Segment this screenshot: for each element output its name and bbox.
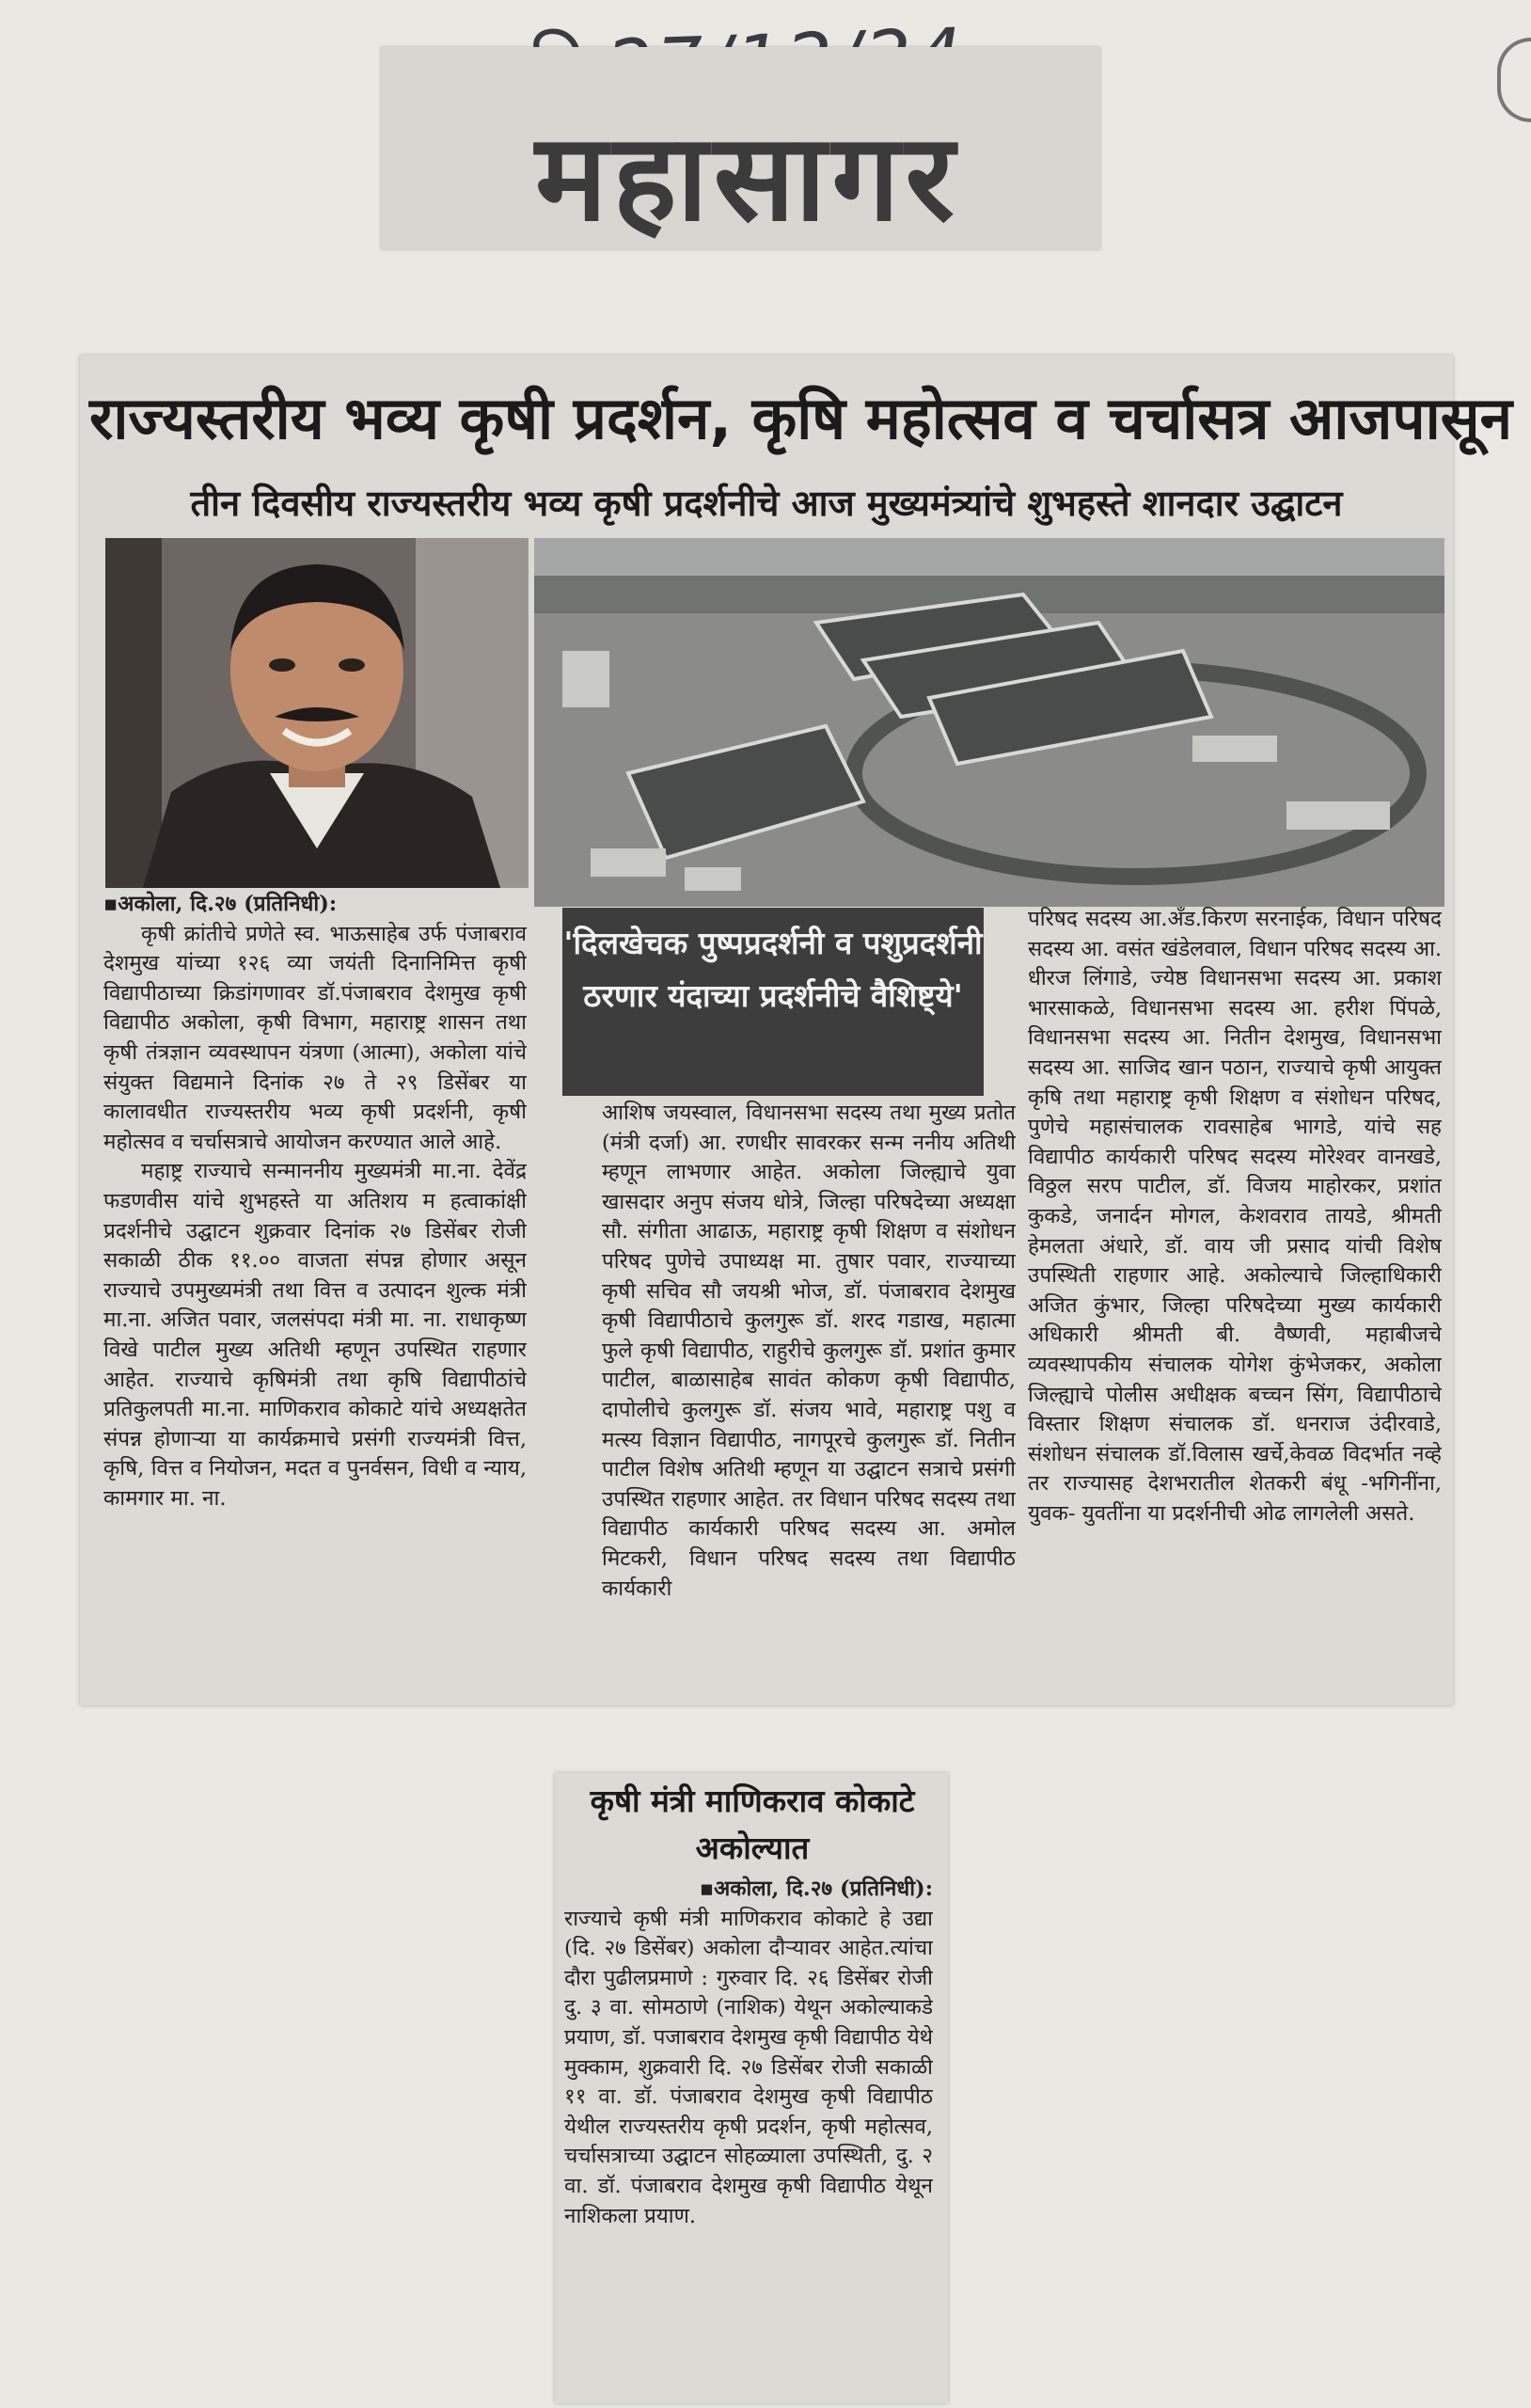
aerial-exhibition-photo	[534, 538, 1444, 907]
article-column-1	[103, 890, 527, 1685]
column-2-text: आशिष जयस्वाल, विधानसभा सदस्य तथा मुख्य प्रतोत (मंत्री दर्जा) आ. रणधीर सावरकर सन्म ननीय अतिथी म्हणून लाभणार आहेत. अकोला जिल्ह्याचे युवा खासदार अनुप संजय धोत्रे, जिल्हा परिषदेच्या अध्यक्षा सौ. संगीता आढाऊ, महाराष्ट्र कृषी शिक्षण व संशोधन परिषद पुणेचे उपाध्यक्ष मा. तुषार पवार, राज्याच्या कृषी सचिव सौ जयश्री भोज, डॉ. पंजाबराव देशमुख कृषी विद्यापीठाचे कुलगुरू डॉ. शरद गडाख, महात्मा फुले कृषी विद्यापीठ, राहुरीचे कुलगुरू डॉ. प्रशांत कुमार पाटील, बाळासाहेब सावंत कोकण कृषी विद्यापीठ, दापोलीचे कुलगुरू डॉ. संजय भावे, महाराष्ट्र पशु व मत्स्य विज्ञान विद्यापीठ, नागपूरचे कुलगुरू डॉ. नितीन पाटील विशेष अतिथी म्हणून या उद्घाटन सत्राचे प्रसंगी उपस्थित राहणार आहेत. तर विधान परिषद सदस्य तथा विद्यापीठ कार्यकारी परिषद सदस्य आ. अमोल मिटकरी, विधान परिषद सदस्य तथा विद्यापीठ कार्यकारी	[602, 1101, 1016, 1601]
portrait-photo	[105, 538, 529, 888]
newspaper-masthead: महासागर	[535, 108, 960, 248]
main-subheadline: तीन दिवसीय राज्यस्तरीय भव्य कृषी प्रदर्शनीचे आज मुख्यमंत्र्यांचे शुभहस्ते शानदार उद्घाटन	[190, 483, 1343, 524]
side-body-text: राज्याचे कृषी मंत्री माणिकराव कोकाटे हे उद्या (दि. २७ डिसेंबर) अकोला दौऱ्यावर आहेत.त्यांचा दौरा पुढीलप्रमाणे : गुरुवार दि. २६ डिसेंबर रोजी दु. ३ वा. सोमठाणे (नाशिक) येथून अकोल्याकडे प्रयाण, डॉ. पजाबराव देशमुख कृषी विद्यापीठ येथे मुक्काम, शुक्रवारी दि. २७ डिसेंबर रोजी सकाळी ११ वा. डॉ. पंजाबराव देशमुख कृषी विद्यापीठ येथील राज्यस्तरीय कृषी प्रदर्शन, कृषी महोत्सव, चर्चासत्राच्या उद्घाटन सोहळ्याला उपस्थिती, दु. २ वा. डॉ. पंजाबराव देशमुख कृषी विद्यापीठ येथून नाशिकला प्रयाण.	[564, 1906, 933, 2228]
portrait-illustration	[105, 538, 529, 888]
side-headline: कृषी मंत्री माणिकराव कोकाटे अकोल्यात	[590, 1782, 915, 1866]
column-1-paragraph-1: कृषी क्रांतीचे प्रणेते स्व. भाऊसाहेब उर्फ पंजाबराव देशमुख यांच्या १२६ व्या जयंती दिनानिमित्त कृषी विद्यापीठाच्या क्रिडांगणावर डॉ.पंजाबराव देशमुख कृषी विद्यापीठ अकोला, कृषी विभाग, महाराष्ट्र शासन तथा कृषी तंत्रज्ञान व्यवस्थापन यंत्रणा (आत्मा), अकोला यांचे संयुक्त विद्यमाने दिनांक २७ ते २९ डिसेंबर या कालावधीत राज्यस्तरीय भव्य कृषी प्रदर्शनी, कृषी महोत्सव व चर्चासत्राचे आयोजन करण्यात आले आहे.	[103, 921, 527, 1154]
pull-quote-box: 'दिलखेचक पुष्पप्रदर्शनी व पशुप्रदर्शनी ठरणार यंदाच्या प्रदर्शनीचे वैशिष्ट्ये'	[562, 908, 984, 1096]
main-dateline: ▪अकोला, दि.२७ (प्रतिनिधी):	[103, 892, 338, 916]
aerial-illustration	[534, 538, 1444, 907]
article-column-2	[602, 1099, 1016, 1687]
column-3-text: परिषद सदस्य आ.अँड.किरण सरनाईक, विधान परिषद सदस्य आ. वसंत खंडेलवाल, विधान परिषद सदस्य आ. धीरज लिंगाडे, ज्येष्ठ विधानसभा सदस्य आ. प्रकाश भारसाकळे, विधानसभा सदस्य आ. हरीश पिंपळे, विधानसभा सदस्य आ. नितीन देशमुख, विधानसभा सदस्य आ. साजिद खान पठान, राज्याचे कृषी आयुक्त कृषि तथा महाराष्ट्र कृषी शिक्षण व संशोधन परिषद, पुणेचे महासंचालक रावसाहेब भागडे, यांचे सह विद्यापीठ कार्यकारी परिषद सदस्य मोरेश्वर वानखडे, विठ्ठल सरप पाटील, डॉ. विजय माहोरकर, प्रशांत कुकडे, जनार्दन मोगल, केशवराव तायडे, श्रीमती हेमलता अंधारे, डॉ. वाय जी प्रसाद यांची विशेष उपस्थिती राहणार आहे. अकोल्याचे जिल्हाधिकारी अजित कुंभार, जिल्हा परिषदेच्या मुख्य कार्यकारी अधिकारी श्रीमती बी. वैष्णवी, महाबीजचे व्यवस्थापकीय संचालक योगेश कुंभेजकर, अकोला जिल्ह्याचे पोलीस अधीक्षक बच्चन सिंग, विद्यापीठाचे विस्तार शिक्षण संचालक डॉ. धनराज उंदीरवाडे, संशोधन संचालक डॉ.विलास खर्चे,केवळ विदर्भात नव्हे तर राज्यासह देशभरातील शेतकरी बंधू -भगिनींना, युवक- युवतींना या प्रदर्शनीची ओढ लागलेली असते.	[1028, 907, 1442, 1526]
article-column-3	[1028, 905, 1442, 1695]
side-dateline: ▪अकोला, दि.२७ (प्रतिनिधी):	[699, 1877, 933, 1901]
side-article-body	[564, 1875, 933, 2397]
main-headline: राज्यस्तरीय भव्य कृषी प्रदर्शन, कृषि महोत्सव व चर्चासत्र आजपासून	[89, 384, 1512, 452]
column-1-paragraph-2: महाष्ट्र राज्याचे सन्माननीय मुख्यमंत्री मा.ना. देवेंद्र फडणवीस यांचे शुभहस्ते या अतिशय म हत्वाकांक्षी प्रदर्शनीचे उद्घाटन शुक्रवार दिनांक २७ डिसेंबर रोजी सकाळी ठीक ११.०० वाजता संपन्न होणार असून राज्याचे उपमुख्यमंत्री तथा वित्त व उत्पादन शुल्क मंत्री मा.ना. अजित पवार, जलसंपदा मंत्री मा. ना. राधाकृष्ण विखे पाटील मुख्य अतिथी म्हणून उपस्थित राहणार आहेत. राज्याचे कृषिमंत्री तथा कृषि विद्यापीठांचे प्रतिकुलपती मा.ना. माणिकराव कोकाटे यांचे अध्यक्षतेत संपन्न होणाऱ्या या कार्यक्रमाचे प्रसंगी राज्यमंत्री वित्त, कृषि, वित्त व नियोजन, मदत व पुनर्वसन, विधी व न्याय, कामगार मा. ना.	[103, 1159, 527, 1511]
page-edge-mark	[1497, 38, 1531, 122]
